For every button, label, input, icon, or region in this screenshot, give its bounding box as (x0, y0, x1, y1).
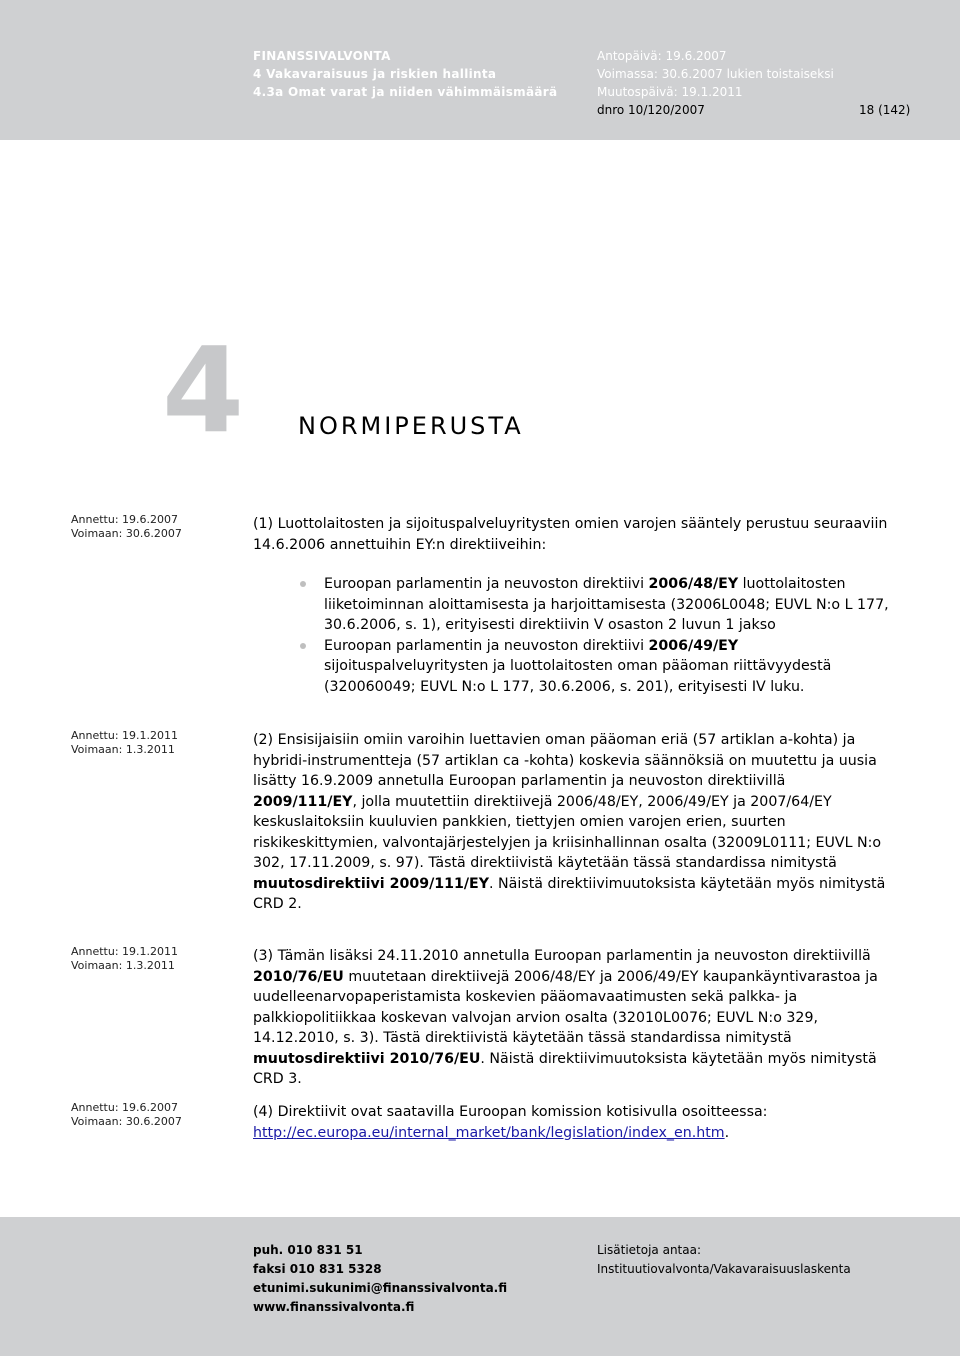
paragraph-3-text (253, 946, 893, 1090)
bullet-text: sijoituspalveluyritysten ja luottolaitosten oman pääoman riittävyydestä (320060049; EUVL N:o L 177, 30.6.2006, s. 201), erityisesti IV luku. (324, 658, 832, 695)
margin-voimaan: Voimaan: 30.6.2007 (71, 1115, 182, 1128)
paragraph-2 (253, 730, 893, 915)
list-item (300, 636, 900, 698)
margin-annettu: Annettu: 19.1.2011 (71, 729, 179, 742)
margin-note-2 (71, 729, 241, 757)
margin-annettu: Annettu: 19.6.2007 (71, 513, 179, 526)
list-item (300, 574, 900, 636)
header-dnro-line (597, 101, 937, 119)
bullet-icon (300, 643, 306, 649)
footer-contact (253, 1241, 507, 1317)
footer-info (597, 1241, 851, 1279)
paragraph-4 (253, 1102, 893, 1143)
footer-phone: puh. 010 831 51 (253, 1243, 363, 1257)
paragraph-1-text: (1) Luottolaitosten ja sijoituspalveluyritysten omien varojen sääntely perustuu seuraaviin 14.6.2006 annettuihin EY:n direktiiveihin: (253, 516, 888, 553)
header-left (253, 47, 583, 101)
paragraph-3 (253, 946, 893, 1090)
bullet-text: Euroopan parlamentin ja neuvoston direktiivi (324, 576, 649, 592)
footer-email[interactable]: etunimi.sukunimi@finanssivalvonta.fi (253, 1281, 508, 1295)
text-run: . (724, 1124, 730, 1141)
margin-annettu: Annettu: 19.6.2007 (71, 1101, 179, 1114)
margin-note-3 (71, 945, 241, 973)
bullet-text: luottolaitosten liiketoiminnan aloittamisesta ja harjoittamisesta (32006L0048; EUVL N:o L 177, 30.6.2006, s. 1), erityisesti direktiivin V osaston 2 luvun 1 jakso (324, 576, 889, 633)
text-run: . Näistä direktiivimuutoksista käytetään myös nimitystä CRD 2. (253, 875, 886, 912)
text-run: . Näistä direktiivimuutoksista käytetään myös nimitystä CRD 3. (253, 1050, 877, 1087)
margin-voimaan: Voimaan: 30.6.2007 (71, 527, 182, 540)
directive-number: 2006/48/EY (648, 576, 739, 592)
margin-note-1 (71, 513, 241, 541)
commission-link[interactable]: http://ec.europa.eu/internal_market/bank/legislation/index_en.htm (253, 1124, 725, 1141)
page-header (0, 0, 960, 140)
page-number: 18 (142) (859, 103, 911, 117)
directive-name: muutosdirektiivi 2009/111/EY (253, 875, 490, 892)
header-voimassa: Voimassa: 30.6.2007 lukien toistaiseksi (597, 67, 834, 81)
paragraph-4-text (253, 1102, 893, 1143)
text-run: muutetaan direktiivejä 2006/48/EY ja 2006/49/EY kaupankäyntivarastoa ja uudelleenarvopaperistamista koskevien pääomavaatimusten sekä palkka- ja palkkiopolitiikkaa koskevan valvojan arvion osalta (32010L0076; EUVL N:o 329, 14.12.2010, s. 3). Tästä direktiivistä käytetään tässä standardissa nimitystä (253, 968, 878, 1046)
header-right (597, 47, 937, 119)
footer-web[interactable]: www.finanssivalvonta.fi (253, 1300, 415, 1314)
footer-info-label: Lisätietoja antaa: (597, 1243, 702, 1257)
paragraph-2-text (253, 730, 893, 915)
header-org: FINANSSIVALVONTA (253, 49, 391, 63)
header-muutospaiva: Muutospäivä: 19.1.2011 (597, 85, 743, 99)
footer-info-value: Instituutiovalvonta/Vakavaraisuuslaskenta (597, 1262, 851, 1276)
text-run: (3) Tämän lisäksi 24.11.2010 annetulla Euroopan parlamentin ja neuvoston direktiivillä (253, 948, 871, 964)
chapter-number: 4 (162, 321, 245, 459)
directive-number: 2010/76/EU (253, 968, 344, 985)
text-run: , jolla muutettiin direktiivejä 2006/48/EY, 2006/49/EY ja 2007/64/EY keskuslaitoksiin kuuluvien pankkien, tiettyjen omien varojen erien, suurten riskikeskittymien, valvontajärjestelyjen ja kriisinhallinnan osalta (32009L0111; EUVL N:o 302, 17.11.2009, s. 97). Tästä direktiivistä käytetään tässä standardissa nimitystä (253, 793, 882, 871)
directive-name: muutosdirektiivi 2010/76/EU (253, 1050, 481, 1067)
margin-voimaan: Voimaan: 1.3.2011 (71, 959, 175, 972)
margin-note-4 (71, 1101, 241, 1129)
text-run: (4) Direktiivit ovat saatavilla Euroopan komission kotisivulla osoitteessa: (253, 1104, 768, 1120)
chapter-title: NORMIPERUSTA (298, 412, 524, 440)
header-antopaiva: Antopäivä: 19.6.2007 (597, 49, 727, 63)
footer-fax: faksi 010 831 5328 (253, 1262, 382, 1276)
bullet-text: Euroopan parlamentin ja neuvoston direktiivi (324, 637, 649, 654)
header-dnro: dnro 10/120/2007 (597, 103, 705, 117)
page-footer (0, 1217, 960, 1356)
paragraph-1 (253, 514, 893, 555)
margin-annettu: Annettu: 19.1.2011 (71, 945, 179, 958)
bullet-icon (300, 581, 306, 587)
directive-number: 2006/49/EY (648, 637, 739, 654)
text-run: (2) Ensisijaisiin omiin varoihin luettavien oman pääoman eriä (57 artiklan a-kohta) ja hybridi-instrumentteja (57 artiklan ca -kohta) koskevia säännöksiä on muutettu ja uusia lisätty 16.9.2009 annetulla Euroopan parlamentin ja neuvoston direktiivillä (253, 732, 877, 789)
header-subsection: 4.3a Omat varat ja niiden vähimmäismäärä (253, 85, 558, 99)
directive-number: 2009/111/EY (253, 793, 353, 810)
header-section: 4 Vakavaraisuus ja riskien hallinta (253, 67, 497, 81)
margin-voimaan: Voimaan: 1.3.2011 (71, 743, 175, 756)
directive-list (300, 574, 900, 697)
